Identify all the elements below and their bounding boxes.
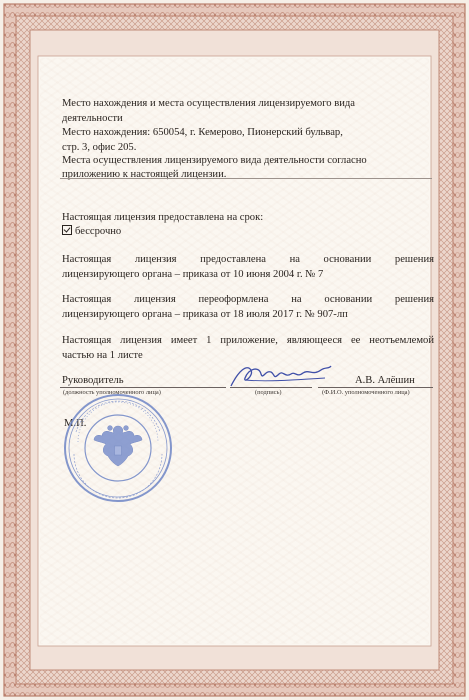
divider [60,178,432,179]
appendix-paragraph [62,333,434,363]
reissue-paragraph [62,292,434,322]
name-line [318,387,433,388]
reissue-line2: лицензирующего органа – приказа от 18 июля 2017 г. № 907-лп [62,309,348,320]
appendix-line1: Настоящая лицензия имеет 1 приложение, являющееся ее неотъемлемой [62,335,434,346]
grant-line2: лицензирующего органа – приказа от 10 июня 2004 г. № 7 [62,269,324,280]
location-heading-line1: Место нахождения и места осуществления лицензируемого вида [62,98,355,109]
official-seal [62,392,174,504]
address-line2: стр. 3, офис 205. [62,142,137,153]
grant-line1: Настоящая лицензия предоставлена на основании решения [62,254,434,265]
caption-name: (Ф.И.О. уполномоченного лица) [322,389,410,396]
position-line [60,387,226,388]
term-checkbox-row [62,224,121,239]
handwritten-signature [225,360,335,395]
term-label: Настоящая лицензия предоставлена на срок: [62,212,264,223]
places-line1: Места осуществления лицензируемого вида деятельности согласно [62,155,367,166]
checked-box-icon [62,225,72,235]
places-line2: приложению к настоящей лицензии. [62,169,227,180]
appendix-line2: частью на 1 листе [62,350,143,361]
address-line1: Место нахождения: 650054, г. Кемерово, Пионерский бульвар, [62,127,343,138]
location-heading-line2: деятельности [62,113,123,124]
reissue-line1: Настоящая лицензия переоформлена на основании решения [62,294,434,305]
term-value: бессрочно [75,226,122,237]
signatory-position: Руководитель [62,375,124,386]
grant-paragraph [62,252,434,282]
caption-signature: (подпись) [255,389,282,396]
caption-position: (должность уполномоченного лица) [63,389,161,396]
stamp-place-label: М.П. [64,418,87,429]
signatory-name: А.В. Алёшин [355,375,415,386]
